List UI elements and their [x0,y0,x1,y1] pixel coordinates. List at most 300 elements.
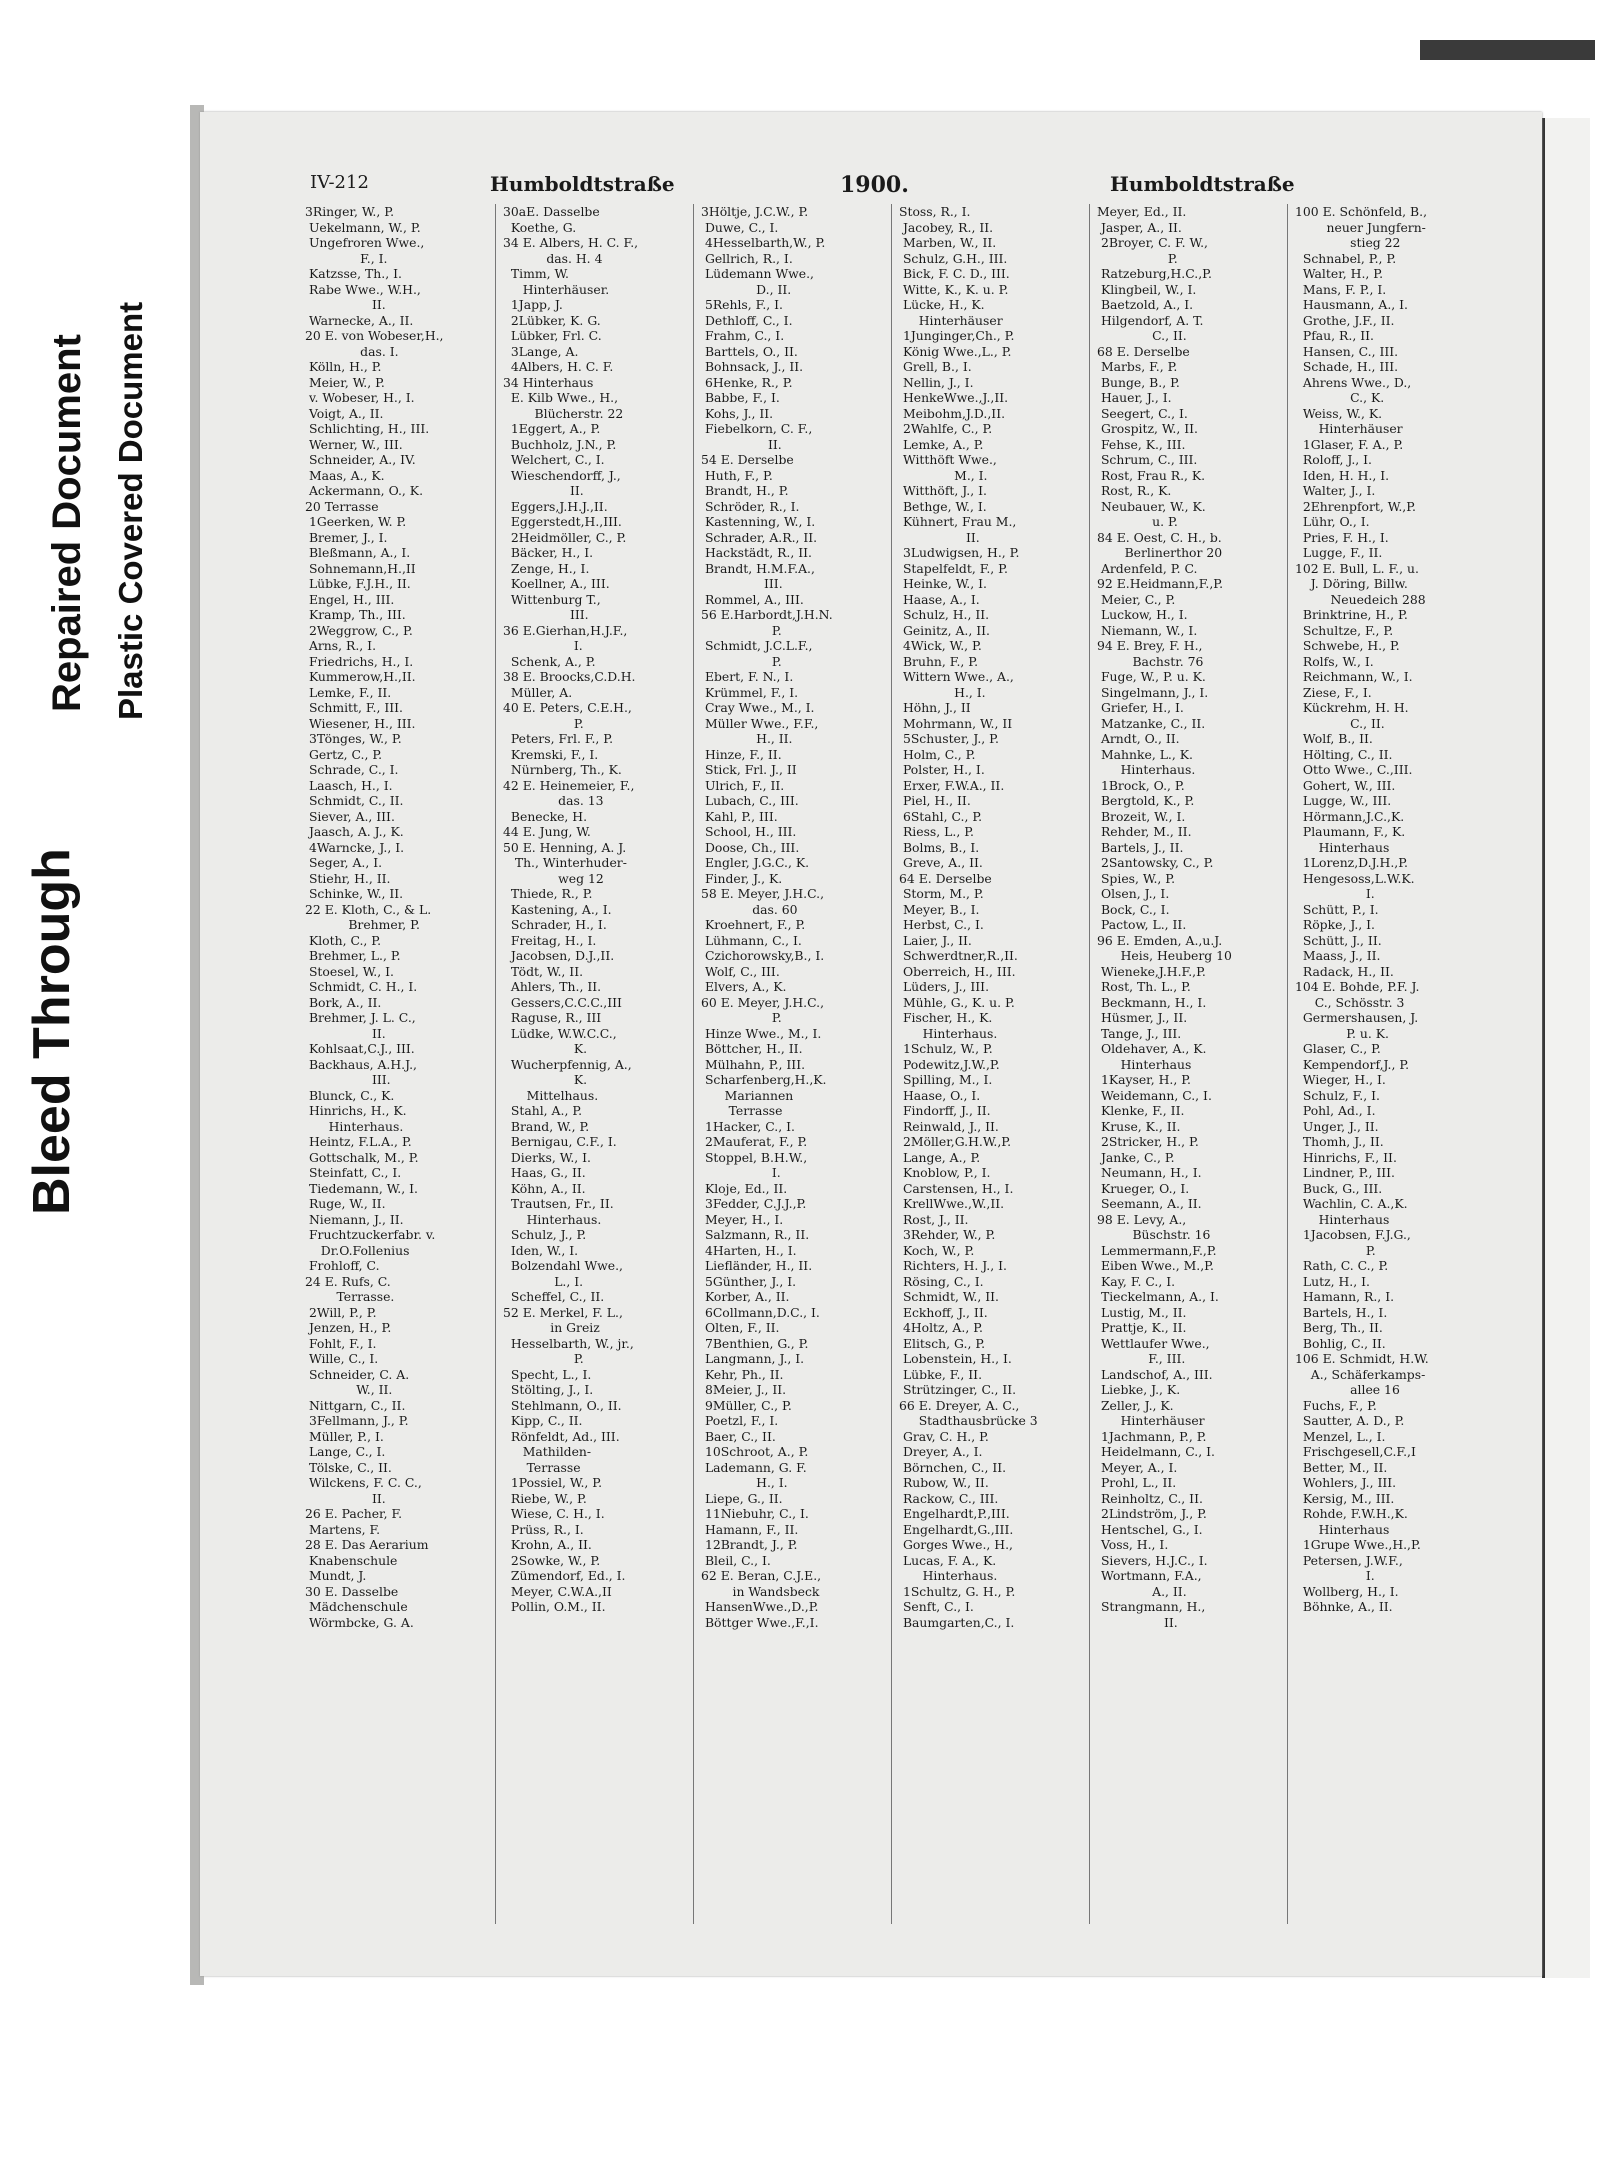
directory-entry-line: Specht, L., I. [503,1366,592,1382]
directory-entry-line: 6Henke, R., P. [701,374,793,390]
directory-entry-line: Börnchen, C., II. [899,1459,1007,1475]
directory-entry-line: Better, M., II. [1295,1459,1388,1475]
directory-entry-line: Kruse, K., II. [1097,1118,1181,1134]
directory-entry-line: Mädchenschule [305,1599,408,1614]
directory-entry-line: Oldehaver, A., K. [1097,1041,1207,1056]
directory-entry-line: 1Eggert, A., P. [503,421,601,436]
directory-entry-line: Hinterhaus. [1097,762,1196,777]
directory-entry-line: Lange, A., P. [899,1149,981,1165]
directory-columns [305,204,1495,1924]
directory-entry-line: Lutz, H., I. [1295,1273,1370,1289]
directory-entry-line: Hinze, F., II. [701,746,782,762]
directory-entry-line: Buck, G., III. [1295,1180,1383,1196]
directory-entry-line: Gessers,C.C.C.,III [503,994,622,1010]
directory-entry-line: Polster, H., I. [899,762,985,777]
directory-entry-line: P. [503,1351,584,1366]
directory-entry-line: Heintz, F.L.A., P. [305,1134,412,1149]
directory-entry-line: Reinwald, J., II. [899,1118,999,1134]
directory-entry-line: Friedrichs, H., I. [305,653,414,669]
directory-entry-line: Olten, F., II. [701,1320,780,1335]
directory-entry-line: 2Will, P., P. [305,1304,377,1320]
directory-entry-line: 3Fellmann, J., P. [305,1413,409,1428]
directory-entry-line: Hausmann, A., I. [1295,297,1408,312]
directory-entry-line: Werner, W., III. [305,436,403,452]
directory-entry-line: 34 E. Albers, H. C. F., [503,235,639,250]
directory-entry-line: 4Harten, H., I. [701,1242,797,1258]
directory-entry-line: Liepe, G., II. [701,1490,783,1506]
directory-entry-line: 3Ludwigsen, H., P. [899,545,1020,560]
directory-entry-line: 44 E. Jung, W. [503,824,591,839]
directory-entry-line: W., II. [305,1382,393,1397]
directory-entry-line: Terrasse [503,1459,581,1475]
directory-entry-line: Kastening, A., I. [503,901,612,917]
directory-entry-line: Eggers,J.H.J.,II. [503,498,608,514]
directory-entry-line: 104 E. Bohde, P.F. J. [1295,979,1420,994]
directory-entry-line: Timm, W. [503,266,569,281]
directory-entry-line: Richters, H. J., I. [899,1258,1007,1273]
directory-entry-line: K. [503,1072,588,1087]
directory-entry-line: Finder, J., K. [701,870,783,886]
directory-entry-line: Lübke, F., II. [899,1366,983,1382]
directory-entry-line: Stoss, R., I. [899,204,971,219]
directory-entry-line: Röpke, J., I. [1295,917,1375,932]
directory-entry-line: Wilckens, F. C. C., [305,1475,422,1490]
page-header [310,172,1490,202]
directory-entry-line: Hinterhaus [1295,1521,1390,1537]
directory-entry-line: 2Santowsky, C., P. [1097,855,1214,870]
directory-entry-line: Tölske, C., II. [305,1459,392,1475]
directory-entry-line: 1Kayser, H., P. [1097,1072,1191,1087]
directory-entry-line: Neuedeich 288 [1295,591,1426,607]
directory-entry-line: Brehmer, L., P. [305,948,401,963]
directory-entry-line: Mohrmann, W., II [899,715,1013,731]
directory-entry-line: Tiedemann, W., I. [305,1180,418,1196]
directory-entry-line: Lange, C., I. [305,1444,386,1459]
directory-entry-line: Czichorowsky,B., I. [701,948,825,963]
directory-entry-line: Hölting, C., II. [1295,746,1393,762]
directory-entry-line: Lobenstein, H., I. [899,1351,1012,1366]
directory-entry-line: Greve, A., II. [899,855,983,870]
directory-entry-line: Strangmann, H., [1097,1599,1206,1614]
directory-entry-line: Meyer, H., I. [701,1211,784,1227]
directory-entry-line: 92 E.Heidmann,F.,P. [1097,576,1224,591]
directory-entry-line: 22 E. Kloth, C., & L. [305,901,432,917]
directory-entry-line: Gohert, W., III. [1295,777,1396,793]
directory-entry-line: Buchholz, J.N., P. [503,436,617,452]
directory-entry-line: Voss, H., I. [1097,1537,1169,1552]
directory-entry-line: Kastenning, W., I. [701,514,816,529]
directory-entry-line: Kölln, H., P. [305,359,382,374]
directory-entry-line: Koch, W., P. [899,1242,975,1258]
directory-entry-line: Prohl, L., II. [1097,1475,1177,1490]
directory-entry-line: Gellrich, R., I. [701,250,793,266]
directory-entry-line: Brehmer, P. [305,917,420,932]
directory-entry-line: Bunge, B., P. [1097,374,1180,390]
directory-entry-line: 2Heidmöller, C., P. [503,529,627,545]
directory-entry-line: Lemmermann,F.,P. [1097,1242,1217,1258]
directory-entry-line: Marbs, F., P. [1097,359,1178,374]
directory-entry-line: Engler, J.G.C., K. [701,855,810,870]
directory-entry-line: Pfau, R., II. [1295,328,1374,343]
directory-entry-line: Kroehnert, F., P. [701,917,806,932]
directory-entry-line: Jasper, A., II. [1097,219,1182,235]
directory-entry-line: Grospitz, W., II. [1097,421,1198,436]
directory-entry-line: 2Broyer, C. F. W., [1097,235,1208,250]
directory-entry-line: Rohde, F.W.H.,K. [1295,1506,1408,1521]
directory-entry-line: Schneider, A., IV. [305,452,416,467]
directory-entry-line: Luckow, H., I. [1097,607,1188,622]
directory-entry-line: 2Sowke, W., P. [503,1552,601,1568]
directory-entry-line: C., II. [1097,328,1187,343]
directory-entry-line: Landschof, A., III. [1097,1366,1213,1382]
directory-entry-line: Hinterhaus. [899,1025,998,1041]
directory-entry-line: Pollin, O.M., II. [503,1599,606,1614]
directory-entry-line: Weiss, W., K. [1295,405,1383,421]
directory-entry-line: Niemann, J., II. [305,1211,404,1227]
directory-entry-line: Kloth, C., P. [305,932,382,948]
directory-entry-line: Grav, C. H., P. [899,1428,989,1444]
directory-entry-line: Baer, C., II. [701,1428,776,1444]
directory-entry-line: 100 E. Schönfeld, B., [1295,204,1428,219]
directory-entry-line: 102 E. Bull, L. F., u. [1295,560,1419,576]
directory-entry-line: Terrasse. [305,1289,395,1304]
directory-entry-line: Berlinerthor 20 [1097,545,1223,560]
directory-entry-line: II. [899,529,980,545]
directory-entry-line: Zenge, H., I. [503,560,590,576]
directory-entry-line: Elitsch, G., P. [899,1335,986,1351]
directory-entry-line: Reinholtz, C., II. [1097,1490,1203,1506]
directory-entry-line: Bock, C., I. [1097,901,1170,917]
directory-entry-line: Pries, F. H., I. [1295,529,1389,545]
directory-entry-line: Böttcher, H., II. [701,1041,803,1056]
directory-entry-line: Schwerdtner,R.,II. [899,948,1018,963]
directory-entry-line: Schulz, J., P. [503,1227,587,1242]
directory-entry-line: v. Wobeser, H., I. [305,390,415,405]
directory-entry-line: Seger, A., I. [305,855,383,870]
directory-entry-line: P. [701,653,782,669]
directory-entry-line: Bohnsack, J., II. [701,359,804,374]
directory-entry-line: Wiesener, H., III. [305,715,416,731]
directory-entry-line: Siever, A., III. [305,808,395,824]
directory-entry-line: 54 E. Derselbe [701,452,794,467]
directory-entry-line: Cray Wwe., M., I. [701,700,815,715]
directory-entry-line: Brandt, H.M.F.A., [701,560,815,576]
directory-entry-line: 8Meier, J., II. [701,1382,787,1397]
directory-entry-line: II. [503,483,584,498]
directory-entry-line: Glaser, C., P. [1295,1041,1381,1056]
directory-entry-line: Bergtold, K., P. [1097,793,1195,808]
directory-entry-line: Krümmel, F., I. [701,684,799,700]
directory-entry-line: Langmann, J., I. [701,1351,805,1366]
directory-entry-line: HenkeWwe.,J.,II. [899,390,1009,405]
directory-entry-line: in Wandsbeck [701,1583,820,1599]
directory-entry-line: Dierks, W., I. [503,1149,591,1165]
directory-entry-line: Hinterhäuser [1097,1413,1205,1428]
directory-entry-line: Prattje, K., II. [1097,1320,1187,1335]
directory-entry-line: Lugge, F., II. [1295,545,1383,560]
directory-entry-line: Roloff, J., I. [1295,452,1372,467]
directory-entry-line: Tieckelmann, A., I. [1097,1289,1219,1304]
directory-entry-line: Schinke, W., II. [305,886,404,901]
directory-entry-line: Erxer, F.W.A., II. [899,777,1005,793]
directory-entry-line: Kühnert, Frau M., [899,514,1017,529]
directory-entry-line: 68 E. Derselbe [1097,343,1190,359]
directory-entry-line: Schütt, J., II. [1295,932,1382,948]
directory-entry-line: Scheffel, C., II. [503,1289,605,1304]
directory-entry-line: Rolfs, W., I. [1295,653,1374,669]
directory-entry-line: Nittgarn, C., II. [305,1397,406,1413]
directory-entry-line: Schenk, A., P. [503,653,596,669]
directory-entry-line: Lühmann, C., I. [701,932,802,948]
directory-entry-line: Meyer, B., I. [899,901,980,917]
directory-entry-line: F., III. [1097,1351,1186,1366]
directory-entry-line: Schrader, H., I. [503,917,607,932]
directory-entry-line: 24 E. Rufs, C. [305,1273,391,1289]
directory-entry-line: Kückrehm, H. H. [1295,700,1409,715]
directory-entry-line: Haas, G., II. [503,1165,586,1180]
directory-entry-line: Schultze, F., P. [1295,622,1394,638]
directory-entry-line: 4Holtz, A., P. [899,1320,983,1335]
directory-entry-line: Wörmbcke, G. A. [305,1614,414,1630]
directory-entry-line: Stiehr, H., II. [305,870,391,886]
directory-entry-line: Schmidt, C. H., I. [305,979,418,994]
directory-entry-line: Bohlig, C., II. [1295,1335,1386,1351]
directory-entry-line: Engelhardt,G.,III. [899,1521,1014,1537]
directory-entry-line: Rost, Th. L., P. [1097,979,1191,994]
directory-entry-line: Fiebelkorn, C. F., [701,421,813,436]
directory-entry-line: Blunck, C., K. [305,1087,395,1103]
directory-entry-line: Schrader, A.R., II. [701,529,818,545]
directory-entry-line: P. [701,1010,782,1025]
directory-entry-line: Jenzen, H., P. [305,1320,392,1335]
directory-entry-line: III. [503,607,589,622]
directory-entry-line: Martens, F. [305,1521,381,1537]
directory-entry-line: 7Benthien, G., P. [701,1335,809,1351]
directory-entry-line: Bick, F. C. D., III. [899,266,1010,281]
directory-entry-line: Lübker, Frl. C. [503,328,602,343]
directory-entry-line: Steinfatt, C., I. [305,1165,402,1180]
directory-entry-line: Lademann, G. F. [701,1459,807,1475]
directory-entry-line: Hengesoss,L.W.K. [1295,870,1415,886]
directory-entry-line: Ackermann, O., K. [305,483,424,498]
label-bleed-through: Bleed Through [23,848,81,1215]
directory-entry-line: Schmidt, J.C.L.F., [701,638,813,653]
directory-entry-line: 2Mauferat, F., P. [701,1134,808,1149]
directory-entry-line: Fohlt, F., I. [305,1335,377,1351]
directory-entry-line: Eckhoff, J., II. [899,1304,988,1320]
directory-entry-line: Podewitz,J.W.,P. [899,1056,1000,1072]
directory-entry-line: Findorff, J., II. [899,1103,991,1118]
directory-entry-line: 2Ehrenpfort, W.,P. [1295,498,1416,514]
directory-entry-line: II. [1097,1614,1178,1630]
directory-entry-line: Müller, P., I. [305,1428,384,1444]
directory-entry-line: Mahnke, L., K. [1097,746,1193,762]
directory-entry-line: 1Junginger,Ch., P. [899,328,1015,343]
directory-entry-line: 1Geerken, W. P. [305,514,407,529]
directory-entry-line: Huth, F., P. [701,467,773,483]
directory-entry-line: Eggerstedt,H.,III. [503,514,622,529]
directory-entry-line: E. Kilb Wwe., H., [503,390,619,405]
directory-entry-line: KrellWwe.,W.,II. [899,1196,1005,1211]
directory-entry-line: Jacobey, R., II. [899,219,994,235]
directory-entry-line: Stadthausbrücke 3 [899,1413,1038,1428]
directory-entry-line: Rubow, W., II. [899,1475,989,1490]
directory-entry-line: Scharfenberg,H.,K. [701,1072,827,1087]
directory-entry-line: Griefer, H., I. [1097,700,1184,715]
directory-entry-line: Bleil, C., I. [701,1552,771,1568]
directory-entry-line: 4Albers, H. C. F. [503,359,614,374]
directory-entry-line: Rost, R., K. [1097,483,1172,498]
directory-entry-line: II. [305,1490,386,1506]
directory-entry-line: Büschstr. 16 [1097,1227,1211,1242]
directory-entry-line: Iden, H. H., I. [1295,467,1390,483]
directory-entry-line: Frohloff, C. [305,1258,380,1273]
directory-entry-line: Schröder, R., I. [701,498,800,514]
directory-entry-line: Lemke, A., P. [899,436,984,452]
directory-entry-line: H., I. [899,684,986,700]
directory-entry-line: Lüders, J., III. [899,979,990,994]
scan-corner-shadow [1420,40,1595,60]
directory-entry-line: III. [701,576,783,591]
directory-entry-line: Baetzold, A., I. [1097,297,1194,312]
directory-entry-line: 1Glaser, F. A., P. [1295,436,1404,452]
directory-entry-line: P. [1097,250,1178,266]
directory-entry-line: Wille, C., I. [305,1351,379,1366]
directory-entry-line: Uekelmann, W., P. [305,219,421,235]
directory-entry-line: Arns, R., I. [305,638,377,653]
directory-entry-line: Wolf, C., III. [701,963,780,979]
street-name-right: Humboldtstraße [1110,172,1295,196]
directory-entry-line: Holm, C., P. [899,746,976,762]
directory-entry-line: Janke, C., P. [1097,1149,1175,1165]
directory-entry-line: 106 E. Schmidt, H.W. [1295,1351,1429,1366]
directory-entry-line: Bethge, W., I. [899,498,987,514]
directory-entry-line: 1Hacker, C., I. [701,1118,795,1134]
directory-entry-line: Hauer, J., I. [1097,390,1172,405]
directory-entry-line: Mariannen [701,1087,794,1103]
directory-entry-line: Backhaus, A.H.J., [305,1056,417,1072]
directory-entry-line: Sohnemann,H.,II [305,560,416,576]
directory-entry-line: Schrade, C., I. [305,762,399,777]
directory-entry-line: Mülhahn, P., III. [701,1056,806,1072]
directory-entry-line: 62 E. Beran, C.J.E., [701,1568,822,1583]
directory-entry-line: Strützinger, C., II. [899,1382,1017,1397]
directory-entry-line: D., II. [701,281,792,297]
directory-entry-line: Hüsmer, J., II. [1097,1010,1188,1025]
directory-entry-line: Benecke, H. [503,808,588,824]
directory-entry-line: Walter, J., I. [1295,483,1376,498]
directory-entry-line: Kohlsaat,C.J., III. [305,1041,415,1056]
directory-entry-line: Hinterhäuser [899,312,1003,328]
directory-entry-line: Rommel, A., III. [701,591,804,607]
directory-entry-line: School, H., III. [701,824,797,839]
directory-entry-line: Kersig, M., III. [1295,1490,1395,1506]
directory-entry-line: P. [701,622,782,638]
directory-entry-line: Terrasse [701,1103,783,1118]
directory-entry-line: Nellin, J., I. [899,374,974,390]
directory-entry-line: 5Rehls, F., I. [701,297,783,312]
directory-entry-line: Warnecke, A., II. [305,312,414,328]
directory-entry-line: C., II. [1295,715,1385,731]
directory-entry-line: Berg, Th., II. [1295,1320,1383,1335]
directory-entry-line: Brandt, H., P. [701,483,789,498]
directory-entry-line: Mundt, J. [305,1568,367,1583]
directory-entry-line: Lüdemann Wwe., [701,266,814,281]
directory-column-6 [1295,204,1495,1924]
directory-entry-line: L., I. [503,1273,584,1289]
directory-entry-line: III. [305,1072,391,1087]
directory-entry-line: Grothe, J.F., II. [1295,312,1395,328]
directory-entry-line: 9Müller, C., P. [701,1397,792,1413]
directory-column-1 [305,204,496,1924]
directory-entry-line: Spilling, M., I. [899,1072,993,1087]
directory-entry-line: Bork, A., II. [305,994,382,1010]
directory-entry-line: Kummerow,H.,II. [305,669,416,684]
directory-entry-line: Liefländer, H., II. [701,1258,813,1273]
directory-entry-line: Stölting, J., I. [503,1382,594,1397]
directory-entry-line: Otto Wwe., C.,III. [1295,762,1413,777]
directory-entry-line: P. u. K. [1295,1025,1389,1041]
directory-entry-line: Raguse, R., III [503,1010,602,1025]
directory-entry-line: Engel, H., III. [305,591,395,607]
directory-entry-line: P. [1295,1242,1376,1258]
directory-entry-line: 36 E.Gierhan,H.J.F., [503,622,628,638]
directory-entry-line: 40 E. Peters, C.E.H., [503,700,632,715]
directory-entry-line: Senft, C., I. [899,1599,974,1614]
directory-entry-line: Stapelfeldt, F., P. [899,560,1008,576]
directory-entry-line: C., Schösstr. 3 [1295,994,1405,1010]
directory-entry-line: allee 16 [1295,1382,1400,1397]
directory-entry-line: weg 12 [503,870,604,886]
directory-column-5 [1097,204,1288,1924]
directory-entry-line: Doose, Ch., III. [701,839,800,855]
directory-entry-line: Laasch, H., I. [305,777,393,793]
directory-entry-line: Haase, O., I. [899,1087,981,1103]
directory-entry-line: Lugge, W., III. [1295,793,1392,808]
directory-entry-line: Frahm, C., I. [701,328,785,343]
directory-entry-line: Hilgendorf, A. T. [1097,312,1204,328]
directory-entry-line: Knoblow, P., I. [899,1165,991,1180]
directory-entry-line: 4Warncke, J., I. [305,839,405,855]
directory-entry-line: Schade, H., III. [1295,359,1399,374]
directory-entry-line: 52 E. Merkel, F. L., [503,1304,623,1320]
directory-entry-line: Thiede, R., P. [503,886,593,901]
directory-entry-line: Hansen, C., III. [1295,343,1399,359]
directory-entry-line: II. [305,1025,386,1041]
directory-entry-line: Dethloff, C., I. [701,312,793,328]
directory-entry-line: Gorges Wwe., H., [899,1537,1013,1552]
directory-entry-line: Kehr, Ph., II. [701,1366,784,1382]
directory-entry-line: 3Lange, A. [503,343,579,359]
directory-entry-line: Neumann, H., I. [1097,1165,1202,1180]
directory-entry-line: Ungefroren Wwe., [305,235,425,250]
directory-entry-line: Tange, J., III. [1097,1025,1182,1041]
directory-entry-line: Zeller, J., K. [1097,1397,1174,1413]
directory-entry-line: Rost, J., II. [899,1211,969,1227]
directory-entry-line: 3Fedder, C.J.J.,P. [701,1196,807,1211]
directory-entry-line: das. 60 [701,901,798,917]
directory-entry-line: Müller Wwe., F.F., [701,715,819,731]
directory-entry-line: Sievers, H.J.C., I. [1097,1552,1208,1568]
directory-entry-line: Ardenfeld, P. C. [1097,560,1198,576]
directory-entry-line: Heinke, W., I. [899,576,987,591]
directory-entry-line: Neubauer, W., K. [1097,498,1206,514]
directory-entry-line: 1Possiel, W., P. [503,1475,603,1490]
directory-entry-line: Koellner, A., III. [503,576,610,591]
directory-entry-line: Jaasch, A. J., K. [305,824,404,839]
directory-entry-line: Germershausen, J. [1295,1010,1419,1025]
directory-entry-line: Ebert, F. N., I. [701,669,794,684]
